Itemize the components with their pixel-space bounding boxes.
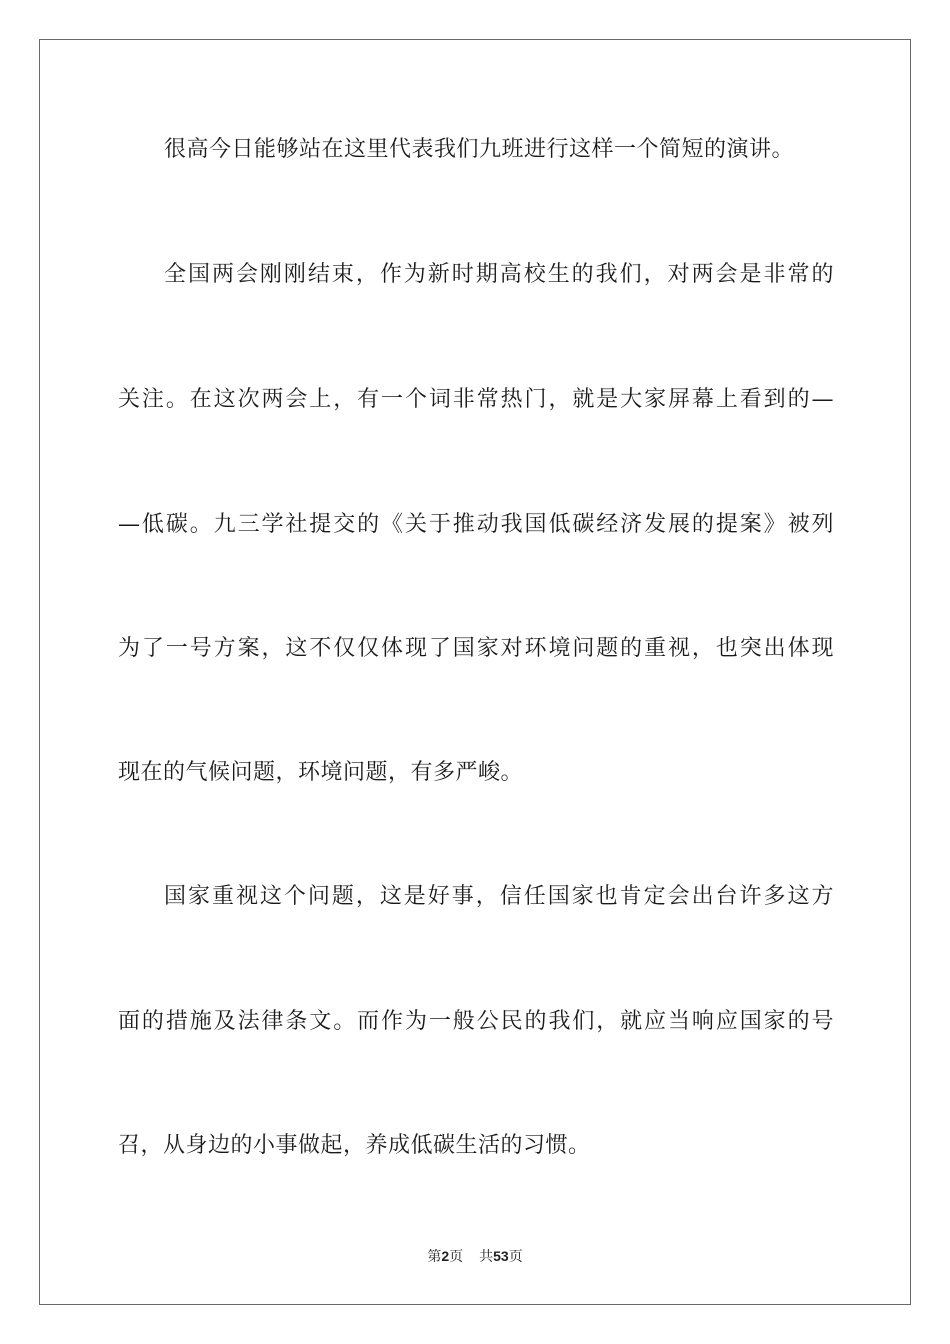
total-suffix: 页 [508, 1249, 523, 1265]
page-prefix: 第 [427, 1249, 442, 1265]
page-number: 2 [441, 1248, 450, 1264]
page-suffix: 页 [449, 1249, 464, 1265]
paragraph-2-line-4: 为了一号方案，这不仅仅体现了国家对环境问题的重视，也突出体现 [118, 636, 834, 661]
paragraph-3-line-3: 召，从身边的小事做起，养成低碳生活的习惯。 [118, 1133, 591, 1158]
paragraph-2-line-3: —低碳。九三学社提交的《关于推动我国低碳经济发展的提案》被列 [118, 512, 834, 537]
total-pages: 53 [493, 1248, 509, 1264]
total-prefix: 共 [479, 1249, 494, 1265]
paragraph-1-line-1: 很高今日能够站在这里代表我们九班进行这样一个简短的演讲。 [164, 137, 795, 162]
paragraph-2-line-5: 现在的气候问题，环境问题，有多严峻。 [118, 760, 524, 785]
paragraph-2-line-2: 关注。在这次两会上，有一个词非常热门，就是大家屏幕上看到的— [118, 387, 834, 412]
paragraph-3-line-2: 面的措施及法律条文。而作为一般公民的我们，就应当响应国家的号 [118, 1009, 834, 1034]
paragraph-2-line-1: 全国两会刚刚结束，作为新时期高校生的我们，对两会是非常的 [164, 262, 834, 287]
page-footer [0, 1247, 950, 1266]
page-border [39, 39, 911, 1305]
paragraph-3-line-1: 国家重视这个问题，这是好事，信任国家也肯定会出台许多这方 [164, 884, 834, 909]
